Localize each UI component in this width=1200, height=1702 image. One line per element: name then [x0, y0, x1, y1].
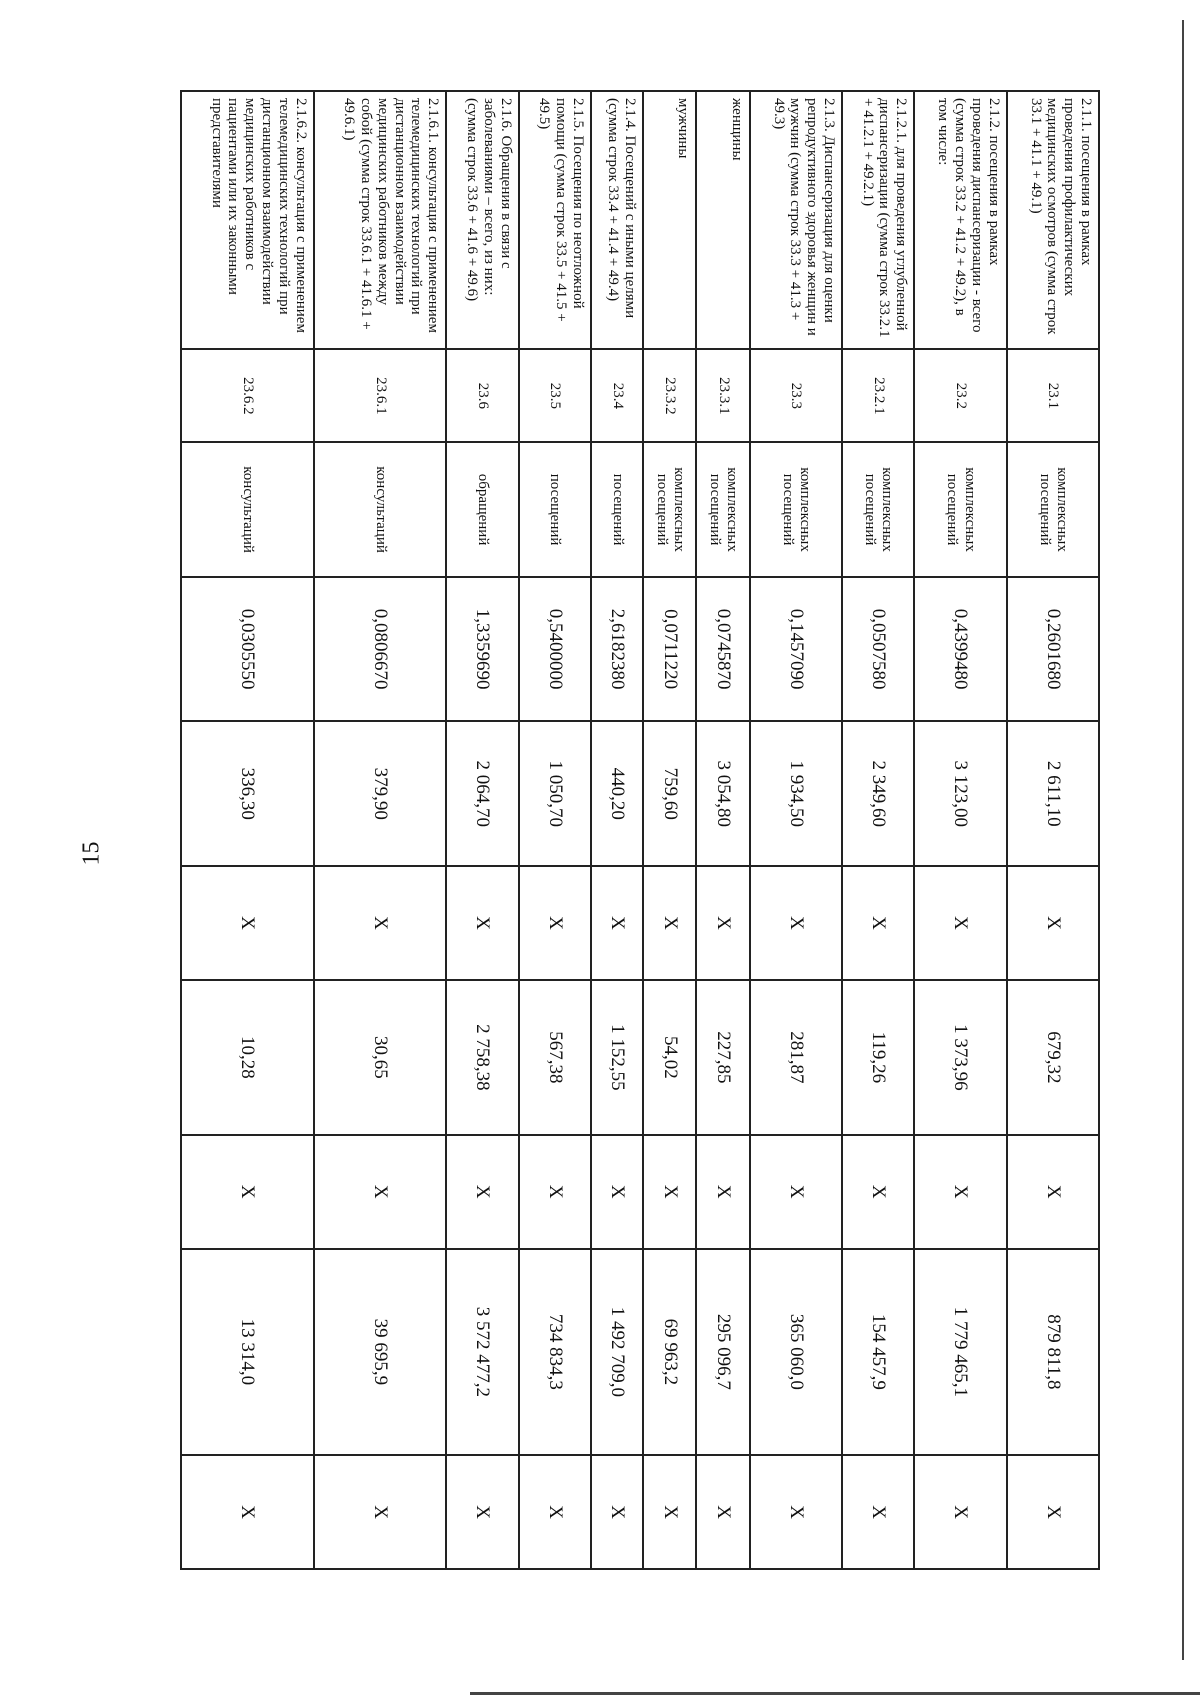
- row-total: 734 834,3: [519, 1249, 591, 1456]
- row-code: 23.6: [446, 349, 518, 442]
- row-x-mark: X: [914, 1455, 1006, 1569]
- table-row: [914, 91, 1006, 1569]
- row-total: 3 572 477,2: [446, 1249, 518, 1456]
- row-x-mark: X: [1007, 1455, 1099, 1569]
- row-code: 23.3: [750, 349, 842, 442]
- row-code: 23.2: [914, 349, 1006, 442]
- table-row: [446, 91, 518, 1569]
- row-x-mark: X: [914, 1135, 1006, 1249]
- row-total: 295 096,7: [696, 1249, 749, 1456]
- row-x-mark: X: [696, 1455, 749, 1569]
- row-x-mark: X: [181, 1135, 314, 1249]
- row-name: мужчины: [643, 91, 696, 349]
- row-code: 23.4: [591, 349, 643, 442]
- page-number: 15: [78, 841, 105, 866]
- row-normative: 0,0745870: [696, 577, 749, 722]
- row-cost: 336,30: [181, 721, 314, 866]
- row-x-mark: X: [591, 1455, 643, 1569]
- row-unit: посещений: [519, 442, 591, 576]
- row-x-mark: X: [750, 1135, 842, 1249]
- row-code: 23.6.1: [314, 349, 447, 442]
- row-x-mark: X: [696, 866, 749, 980]
- row-per-capita: 2 758,38: [446, 980, 518, 1135]
- row-unit: комплексных посещений: [696, 442, 749, 576]
- row-code: 23.5: [519, 349, 591, 442]
- row-unit: комплексных посещений: [750, 442, 842, 576]
- row-code: 23.1: [1007, 349, 1099, 442]
- row-code: 23.6.2: [181, 349, 314, 442]
- row-cost: 1 934,50: [750, 721, 842, 866]
- scan-edge-right: [1182, 20, 1184, 1660]
- row-name: женщины: [696, 91, 749, 349]
- row-per-capita: 227,85: [696, 980, 749, 1135]
- table-row: [750, 91, 842, 1569]
- row-x-mark: X: [842, 866, 914, 980]
- row-normative: 0,0305550: [181, 577, 314, 722]
- row-x-mark: X: [696, 1135, 749, 1249]
- table-row: [643, 91, 696, 1569]
- row-cost: 3 054,80: [696, 721, 749, 866]
- row-normative: 0,1457090: [750, 577, 842, 722]
- row-total: 13 314,0: [181, 1249, 314, 1456]
- row-per-capita: 281,87: [750, 980, 842, 1135]
- row-total: 154 457,9: [842, 1249, 914, 1456]
- row-cost: 1 050,70: [519, 721, 591, 866]
- row-name: 2.1.6.2. консультация с применением телемедицинских технологий при дистанционном взаимодействии медицинских работников с пациентами или их законными представителями: [181, 91, 314, 349]
- row-x-mark: X: [181, 1455, 314, 1569]
- row-cost: 3 123,00: [914, 721, 1006, 866]
- row-code: 23.2.1: [842, 349, 914, 442]
- row-unit: комплексных посещений: [643, 442, 696, 576]
- row-x-mark: X: [181, 866, 314, 980]
- row-x-mark: X: [1007, 866, 1099, 980]
- row-per-capita: 1 373,96: [914, 980, 1006, 1135]
- row-name: 2.1.6.1. консультация с применением телемедицинских технологий при дистанционном взаимодействии медицинских работников между собой (сумма строк 33.6.1 + 41.6.1 + 49.6.1): [314, 91, 447, 349]
- row-unit: консультаций: [314, 442, 447, 576]
- row-x-mark: X: [1007, 1135, 1099, 1249]
- row-x-mark: X: [314, 866, 447, 980]
- row-name: 2.1.5. Посещения по неотложной помощи (сумма строк 33.5 + 41.5 + 49.5): [519, 91, 591, 349]
- row-x-mark: X: [314, 1455, 447, 1569]
- row-code: 23.3.2: [643, 349, 696, 442]
- row-normative: 1,3359690: [446, 577, 518, 722]
- row-x-mark: X: [842, 1455, 914, 1569]
- row-per-capita: 679,32: [1007, 980, 1099, 1135]
- row-x-mark: X: [750, 866, 842, 980]
- row-unit: консультаций: [181, 442, 314, 576]
- row-total: 1 492 709,0: [591, 1249, 643, 1456]
- row-cost: 759,60: [643, 721, 696, 866]
- row-normative: 0,0711220: [643, 577, 696, 722]
- table-row: [519, 91, 591, 1569]
- row-normative: 0,4399480: [914, 577, 1006, 722]
- row-per-capita: 10,28: [181, 980, 314, 1135]
- row-normative: 0,0507580: [842, 577, 914, 722]
- row-cost: 440,20: [591, 721, 643, 866]
- row-normative: 0,0806670: [314, 577, 447, 722]
- row-total: 365 060,0: [750, 1249, 842, 1456]
- row-name: 2.1.2.1. для проведения углубленной диспансеризации (сумма строк 33.2.1 + 41.2.1 + 49.2.1): [842, 91, 914, 349]
- row-total: 879 811,8: [1007, 1249, 1099, 1456]
- row-per-capita: 567,38: [519, 980, 591, 1135]
- row-unit: посещений: [591, 442, 643, 576]
- row-x-mark: X: [446, 1135, 518, 1249]
- row-total: 1 779 465,1: [914, 1249, 1006, 1456]
- row-normative: 0,5400000: [519, 577, 591, 722]
- row-per-capita: 1 152,55: [591, 980, 643, 1135]
- table-body: [181, 91, 1099, 1569]
- row-per-capita: 54,02: [643, 980, 696, 1135]
- row-x-mark: X: [519, 866, 591, 980]
- row-unit: комплексных посещений: [842, 442, 914, 576]
- row-x-mark: X: [842, 1135, 914, 1249]
- row-x-mark: X: [643, 1455, 696, 1569]
- row-x-mark: X: [519, 1135, 591, 1249]
- row-cost: 2 611,10: [1007, 721, 1099, 866]
- row-x-mark: X: [314, 1135, 447, 1249]
- row-x-mark: X: [591, 866, 643, 980]
- row-per-capita: 119,26: [842, 980, 914, 1135]
- row-x-mark: X: [446, 1455, 518, 1569]
- row-normative: 0,2601680: [1007, 577, 1099, 722]
- row-x-mark: X: [643, 1135, 696, 1249]
- row-name: 2.1.3. Диспансеризация для оценки репродуктивного здоровья женщин и мужчин (сумма строк 33.3 + 41.3 + 49.3): [750, 91, 842, 349]
- rotated-table-container: [180, 90, 1100, 1519]
- row-total: 39 695,9: [314, 1249, 447, 1456]
- row-x-mark: X: [643, 866, 696, 980]
- row-per-capita: 30,65: [314, 980, 447, 1135]
- row-x-mark: X: [750, 1455, 842, 1569]
- row-unit: комплексных посещений: [1007, 442, 1099, 576]
- scan-edge-bottom: [470, 1692, 1200, 1695]
- row-x-mark: X: [446, 866, 518, 980]
- row-cost: 379,90: [314, 721, 447, 866]
- row-cost: 2 064,70: [446, 721, 518, 866]
- row-unit: комплексных посещений: [914, 442, 1006, 576]
- row-x-mark: X: [914, 866, 1006, 980]
- row-name: 2.1.1. посещения в рамках проведения профилактических медицинских осмотров (сумма строк 33.1 + 41.1 + 49.1): [1007, 91, 1099, 349]
- row-cost: 2 349,60: [842, 721, 914, 866]
- table-row: [1007, 91, 1099, 1569]
- table-row: [696, 91, 749, 1569]
- table-row: [591, 91, 643, 1569]
- row-name: 2.1.4. Посещений с иными целями (сумма строк 33.4 + 41.4 + 49.4): [591, 91, 643, 349]
- row-x-mark: X: [591, 1135, 643, 1249]
- row-name: 2.1.6. Обращения в связи с заболеваниями – всего, из них: (сумма строк 33.6 + 41.6 + 49.6): [446, 91, 518, 349]
- tariff-table: [180, 90, 1100, 1570]
- row-code: 23.3.1: [696, 349, 749, 442]
- row-name: 2.1.2. посещения в рамках проведения диспансеризации - всего (сумма строк 33.2 + 41.2 + 49.2), в том числе:: [914, 91, 1006, 349]
- table-row: [314, 91, 447, 1569]
- row-unit: обращений: [446, 442, 518, 576]
- row-normative: 2,6182380: [591, 577, 643, 722]
- row-total: 69 963,2: [643, 1249, 696, 1456]
- table-row: [842, 91, 914, 1569]
- table-row: [181, 91, 314, 1569]
- row-x-mark: X: [519, 1455, 591, 1569]
